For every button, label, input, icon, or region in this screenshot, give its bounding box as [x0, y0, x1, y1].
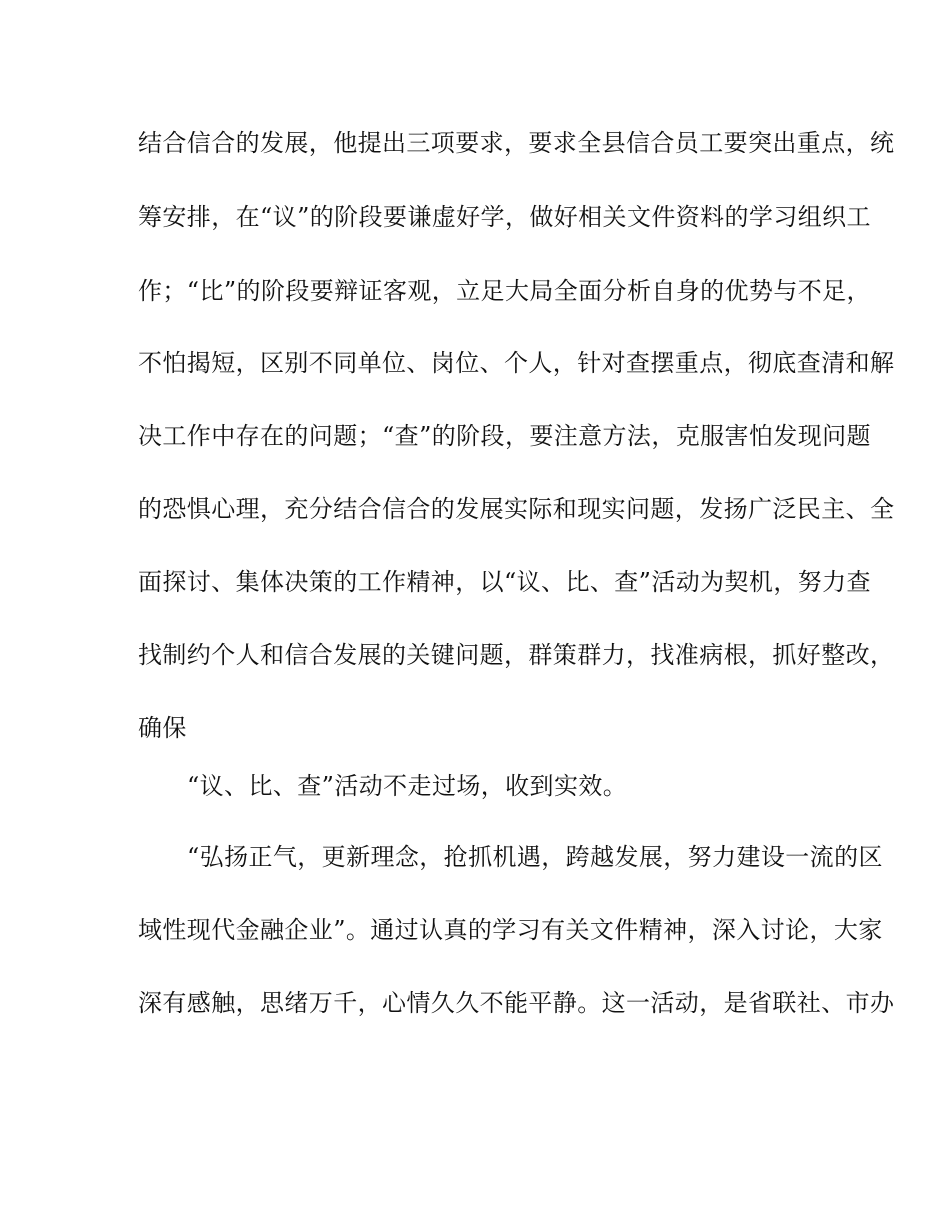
text-line: “弘扬正气，更新理念，抢抓机遇，跨越发展，努力建设一流的区: [187, 843, 883, 871]
text-line: 不怕揭短，区别不同单位、岗位、个人，针对查摆重点，彻底查清和解: [138, 349, 895, 377]
text-line: “议、比、查”活动不走过场，收到实效。: [187, 772, 628, 800]
text-line: 决工作中存在的问题；“查”的阶段，要注意方法，克服害怕发现问题: [138, 422, 871, 450]
text-line: 筹安排，在“议”的阶段要谦虚好学，做好相关文件资料的学习组织工: [138, 203, 871, 231]
text-line: 结合信合的发展，他提出三项要求，要求全县信合员工要突出重点，统: [138, 129, 895, 157]
text-line: 作；“比”的阶段要辩证客观，立足大局全面分析自身的优势与不足，: [138, 277, 871, 305]
text-line: 域性现代金融企业”。通过认真的学习有关文件精神，深入讨论，大家: [138, 916, 883, 944]
text-line: 面探讨、集体决策的工作精神，以“议、比、查”活动为契机，努力查: [138, 568, 871, 596]
text-line: 确保: [138, 714, 187, 742]
text-line: 找制约个人和信合发展的关键问题，群策群力，找准病根，抓好整改，: [138, 641, 895, 669]
text-line: 深有感触，思绪万千，心情久久不能平静。这一活动，是省联社、市办: [138, 989, 895, 1017]
text-line: 的恐惧心理，充分结合信合的发展实际和现实问题，发扬广泛民主、全: [138, 495, 895, 523]
